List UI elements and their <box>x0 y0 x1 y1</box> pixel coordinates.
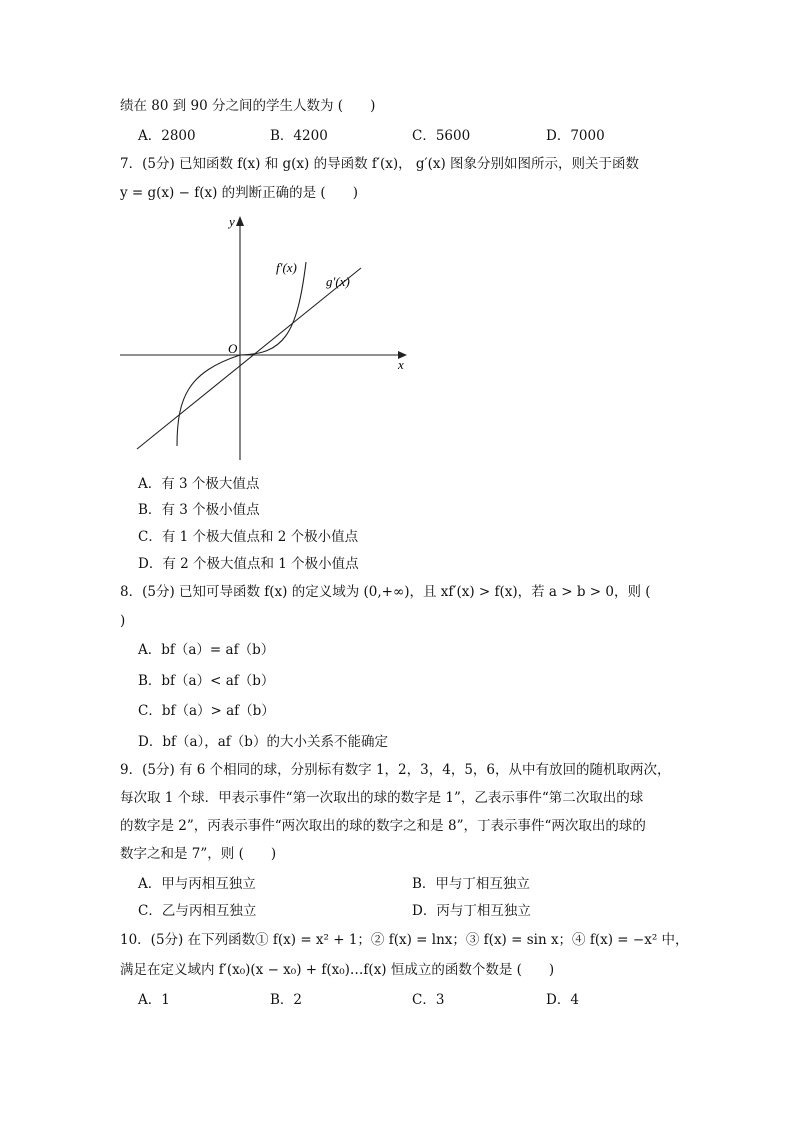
q9-stem-line3: 的数字是 2”，丙表示事件“两次取出的球的数字之和是 8”，丁表示事件“两次取出的球的 <box>120 818 646 834</box>
q10-option-c[interactable]: C．3 <box>412 992 445 1008</box>
q7-option-b[interactable]: B．有 3 个极小值点 <box>138 502 260 518</box>
q10-option-b[interactable]: B．2 <box>270 992 303 1008</box>
q9-option-a[interactable]: A．甲与丙相互独立 <box>138 876 256 892</box>
q7-option-d[interactable]: D．有 2 个极大值点和 1 个极小值点 <box>138 556 359 572</box>
q8-option-a[interactable]: A．bf（a）= af（b） <box>138 642 275 658</box>
q7-option-a[interactable]: A．有 3 个极大值点 <box>138 476 260 492</box>
y-axis-label: y <box>229 214 235 229</box>
q8-option-c[interactable]: C．bf（a）> af（b） <box>138 703 275 719</box>
y-axis-arrow <box>236 216 244 226</box>
q10-option-a[interactable]: A．1 <box>138 992 170 1008</box>
q6-option-d[interactable]: D．7000 <box>546 128 605 144</box>
q9-stem-line1: 9．(5分) 有 6 个相同的球，分别标有数字 1，2，3，4，5，6，从中有放回的随机取两次， <box>120 762 671 778</box>
q10-stem-line1: 10．(5分) 在下列函数① f(x) = x² + 1；② f(x) = lnx；③ f(x) = sin x；④ f(x) = −x² 中， <box>120 932 689 948</box>
origin-label: O <box>228 341 238 356</box>
q7-stem-line1: 7．(5分) 已知函数 f(x) 和 g(x) 的导函数 f′(x)， g′(x) 图象分别如图所示，则关于函数 <box>120 156 640 172</box>
q9-stem-line2: 每次取 1 个球．甲表示事件“第一次取出的球的数字是 1”，乙表示事件“第二次取出的球 <box>120 790 644 806</box>
q8-stem-line1: 8．(5分) 已知可导函数 f(x) 的定义域为 (0,+∞)，且 xf′(x) > f(x)，若 a > b > 0，则 ( <box>120 584 651 600</box>
q9-option-d[interactable]: D．丙与丁相互独立 <box>412 903 531 919</box>
q10-option-d[interactable]: D．4 <box>546 992 579 1008</box>
q7-option-c[interactable]: C．有 1 个极大值点和 2 个极小值点 <box>138 529 359 545</box>
q9-option-c[interactable]: C．乙与丙相互独立 <box>138 903 257 919</box>
q8-stem-line2: ) <box>120 613 126 629</box>
g-prime-label: g′(x) <box>326 274 350 289</box>
x-axis-label: x <box>398 357 404 372</box>
q6-option-c[interactable]: C．5600 <box>412 128 471 144</box>
q9-option-b[interactable]: B．甲与丁相互独立 <box>412 876 530 892</box>
q6-tail-text: 绩在 80 到 90 分之间的学生人数为 ( ) <box>120 98 376 114</box>
q10-stem-line2: 满足在定义域内 f′(x₀)(x − x₀) + f(x₀)…f(x) 恒成立的函数个数是 ( ) <box>120 962 555 978</box>
q6-option-b[interactable]: B．4200 <box>270 128 328 144</box>
g-prime-line <box>137 268 361 449</box>
q7-stem-line2: y = g(x) − f(x) 的判断正确的是 ( ) <box>120 185 358 201</box>
q8-option-b[interactable]: B．bf（a）< af（b） <box>138 673 275 689</box>
q8-option-d[interactable]: D．bf（a），af（b）的大小关系不能确定 <box>138 734 388 750</box>
f-prime-label: f′(x) <box>276 260 297 275</box>
f-prime-curve <box>177 262 306 446</box>
q9-stem-line4: 数字之和是 7”，则 ( ) <box>120 846 277 862</box>
q6-option-a[interactable]: A．2800 <box>138 128 196 144</box>
q7-derivative-graph <box>115 208 415 466</box>
